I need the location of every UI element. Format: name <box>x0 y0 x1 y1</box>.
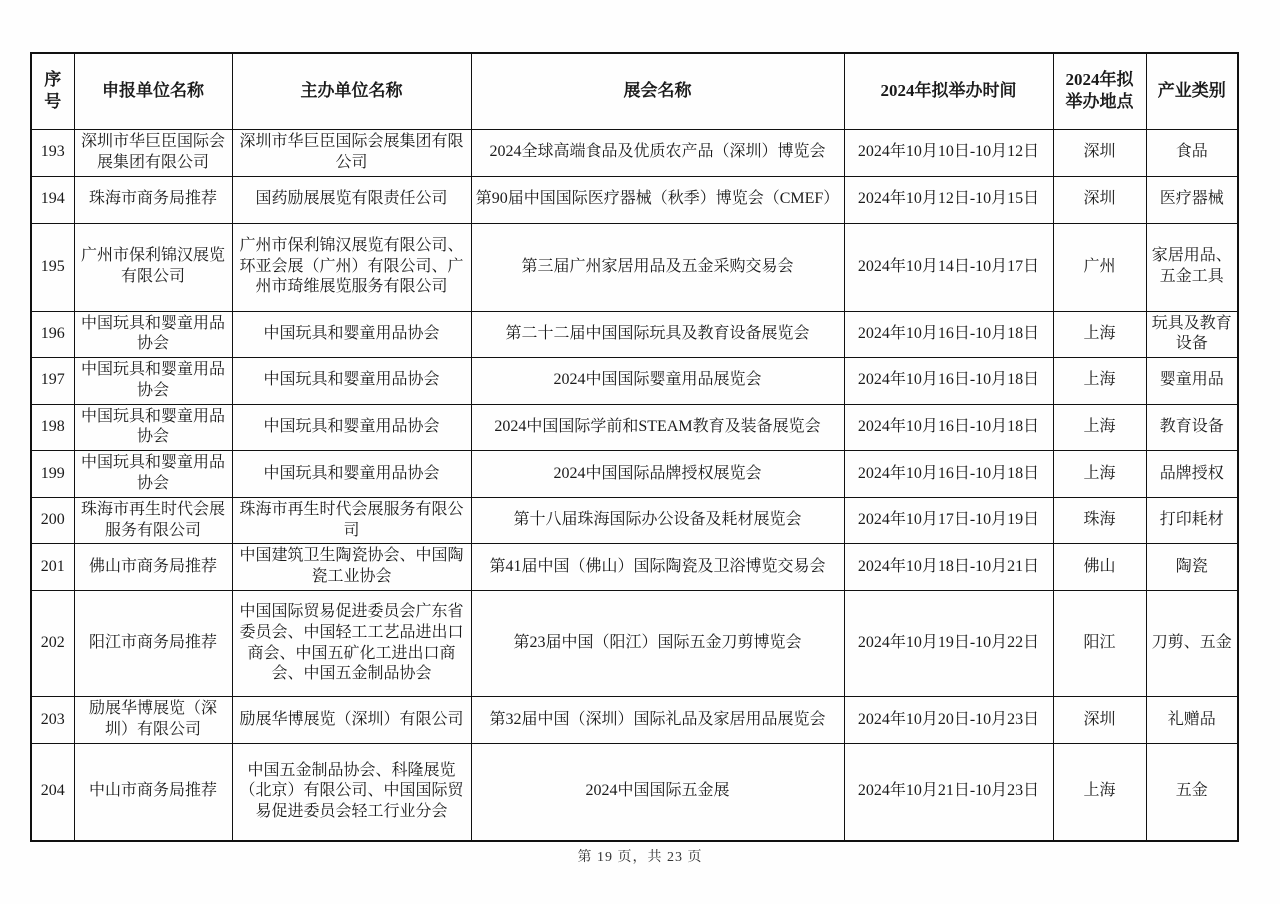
cell-applicant: 中山市商务局推荐 <box>74 744 232 841</box>
header-industry-category: 产业类别 <box>1146 53 1238 129</box>
cell-industry: 教育设备 <box>1146 404 1238 451</box>
header-applicant-name: 申报单位名称 <box>74 53 232 129</box>
table-row <box>31 358 1238 405</box>
table-header-row <box>31 53 1238 129</box>
cell-organizer: 中国玩具和婴童用品协会 <box>232 451 471 498</box>
exhibition-schedule-table <box>30 52 1239 842</box>
cell-applicant: 中国玩具和婴童用品协会 <box>74 404 232 451</box>
cell-date: 2024年10月19日-10月22日 <box>844 591 1053 697</box>
cell-location: 广州 <box>1053 223 1146 311</box>
cell-location: 上海 <box>1053 744 1146 841</box>
cell-exhibition: 2024中国国际五金展 <box>471 744 844 841</box>
cell-exhibition: 2024中国国际品牌授权展览会 <box>471 451 844 498</box>
cell-location: 深圳 <box>1053 129 1146 176</box>
cell-serial-number: 203 <box>31 697 74 744</box>
cell-industry: 刀剪、五金 <box>1146 591 1238 697</box>
cell-applicant: 励展华博展览（深圳）有限公司 <box>74 697 232 744</box>
cell-applicant: 深圳市华巨臣国际会展集团有限公司 <box>74 129 232 176</box>
cell-location: 上海 <box>1053 311 1146 358</box>
cell-industry: 婴童用品 <box>1146 358 1238 405</box>
table-row <box>31 697 1238 744</box>
cell-location: 上海 <box>1053 404 1146 451</box>
cell-date: 2024年10月21日-10月23日 <box>844 744 1053 841</box>
cell-exhibition: 第41届中国（佛山）国际陶瓷及卫浴博览交易会 <box>471 544 844 591</box>
cell-applicant: 珠海市再生时代会展服务有限公司 <box>74 497 232 544</box>
cell-organizer: 珠海市再生时代会展服务有限公司 <box>232 497 471 544</box>
cell-organizer: 中国玩具和婴童用品协会 <box>232 404 471 451</box>
cell-serial-number: 199 <box>31 451 74 498</box>
cell-applicant: 珠海市商务局推荐 <box>74 176 232 223</box>
cell-serial-number: 201 <box>31 544 74 591</box>
cell-date: 2024年10月17日-10月19日 <box>844 497 1053 544</box>
cell-location: 阳江 <box>1053 591 1146 697</box>
cell-date: 2024年10月18日-10月21日 <box>844 544 1053 591</box>
header-planned-location: 2024年拟举办地点 <box>1053 53 1146 129</box>
cell-organizer: 中国玩具和婴童用品协会 <box>232 311 471 358</box>
cell-exhibition: 2024中国国际婴童用品展览会 <box>471 358 844 405</box>
cell-date: 2024年10月12日-10月15日 <box>844 176 1053 223</box>
cell-industry: 医疗器械 <box>1146 176 1238 223</box>
cell-serial-number: 196 <box>31 311 74 358</box>
cell-industry: 打印耗材 <box>1146 497 1238 544</box>
cell-applicant: 佛山市商务局推荐 <box>74 544 232 591</box>
cell-date: 2024年10月14日-10月17日 <box>844 223 1053 311</box>
table-row <box>31 311 1238 358</box>
cell-applicant: 阳江市商务局推荐 <box>74 591 232 697</box>
cell-serial-number: 202 <box>31 591 74 697</box>
cell-location: 深圳 <box>1053 176 1146 223</box>
cell-serial-number: 200 <box>31 497 74 544</box>
cell-exhibition: 2024全球高端食品及优质农产品（深圳）博览会 <box>471 129 844 176</box>
page-number-indicator: 第 19 页，共 23 页 <box>577 850 703 865</box>
cell-serial-number: 198 <box>31 404 74 451</box>
table-row <box>31 544 1238 591</box>
table-row <box>31 404 1238 451</box>
cell-date: 2024年10月20日-10月23日 <box>844 697 1053 744</box>
cell-serial-number: 204 <box>31 744 74 841</box>
cell-exhibition: 第90届中国国际医疗器械（秋季）博览会（CMEF） <box>471 176 844 223</box>
cell-exhibition: 第十八届珠海国际办公设备及耗材展览会 <box>471 497 844 544</box>
cell-industry: 礼赠品 <box>1146 697 1238 744</box>
cell-organizer: 中国国际贸易促进委员会广东省委员会、中国轻工工艺品进出口商会、中国五矿化工进出口商会、中国五金制品协会 <box>232 591 471 697</box>
cell-organizer: 中国五金制品协会、科隆展览（北京）有限公司、中国国际贸易促进委员会轻工行业分会 <box>232 744 471 841</box>
cell-date: 2024年10月16日-10月18日 <box>844 404 1053 451</box>
cell-industry: 品牌授权 <box>1146 451 1238 498</box>
cell-location: 上海 <box>1053 451 1146 498</box>
cell-industry: 食品 <box>1146 129 1238 176</box>
cell-organizer: 深圳市华巨臣国际会展集团有限公司 <box>232 129 471 176</box>
cell-serial-number: 193 <box>31 129 74 176</box>
cell-organizer: 励展华博展览（深圳）有限公司 <box>232 697 471 744</box>
cell-exhibition: 第32届中国（深圳）国际礼品及家居用品展览会 <box>471 697 844 744</box>
cell-industry: 五金 <box>1146 744 1238 841</box>
header-organizer-name: 主办单位名称 <box>232 53 471 129</box>
cell-organizer: 国药励展展览有限责任公司 <box>232 176 471 223</box>
cell-applicant: 广州市保利锦汉展览有限公司 <box>74 223 232 311</box>
table-row <box>31 497 1238 544</box>
table-row <box>31 451 1238 498</box>
cell-organizer: 中国建筑卫生陶瓷协会、中国陶瓷工业协会 <box>232 544 471 591</box>
header-planned-time: 2024年拟举办时间 <box>844 53 1053 129</box>
cell-applicant: 中国玩具和婴童用品协会 <box>74 451 232 498</box>
cell-applicant: 中国玩具和婴童用品协会 <box>74 311 232 358</box>
cell-date: 2024年10月16日-10月18日 <box>844 311 1053 358</box>
table-row <box>31 129 1238 176</box>
cell-exhibition: 第23届中国（阳江）国际五金刀剪博览会 <box>471 591 844 697</box>
cell-location: 深圳 <box>1053 697 1146 744</box>
cell-serial-number: 197 <box>31 358 74 405</box>
cell-date: 2024年10月16日-10月18日 <box>844 451 1053 498</box>
header-exhibition-name: 展会名称 <box>471 53 844 129</box>
table-row <box>31 176 1238 223</box>
cell-industry: 陶瓷 <box>1146 544 1238 591</box>
cell-date: 2024年10月10日-10月12日 <box>844 129 1053 176</box>
cell-industry: 家居用品、五金工具 <box>1146 223 1238 311</box>
cell-serial-number: 195 <box>31 223 74 311</box>
table-row <box>31 744 1238 841</box>
cell-serial-number: 194 <box>31 176 74 223</box>
cell-location: 佛山 <box>1053 544 1146 591</box>
cell-organizer: 广州市保利锦汉展览有限公司、环亚会展（广州）有限公司、广州市琦维展览服务有限公司 <box>232 223 471 311</box>
cell-location: 上海 <box>1053 358 1146 405</box>
cell-date: 2024年10月16日-10月18日 <box>844 358 1053 405</box>
cell-industry: 玩具及教育设备 <box>1146 311 1238 358</box>
cell-organizer: 中国玩具和婴童用品协会 <box>232 358 471 405</box>
header-serial-number: 序号 <box>31 53 74 129</box>
table-row <box>31 223 1238 311</box>
cell-exhibition: 第三届广州家居用品及五金采购交易会 <box>471 223 844 311</box>
cell-location: 珠海 <box>1053 497 1146 544</box>
table-row <box>31 591 1238 697</box>
cell-exhibition: 第二十二届中国国际玩具及教育设备展览会 <box>471 311 844 358</box>
cell-exhibition: 2024中国国际学前和STEAM教育及装备展览会 <box>471 404 844 451</box>
cell-applicant: 中国玩具和婴童用品协会 <box>74 358 232 405</box>
